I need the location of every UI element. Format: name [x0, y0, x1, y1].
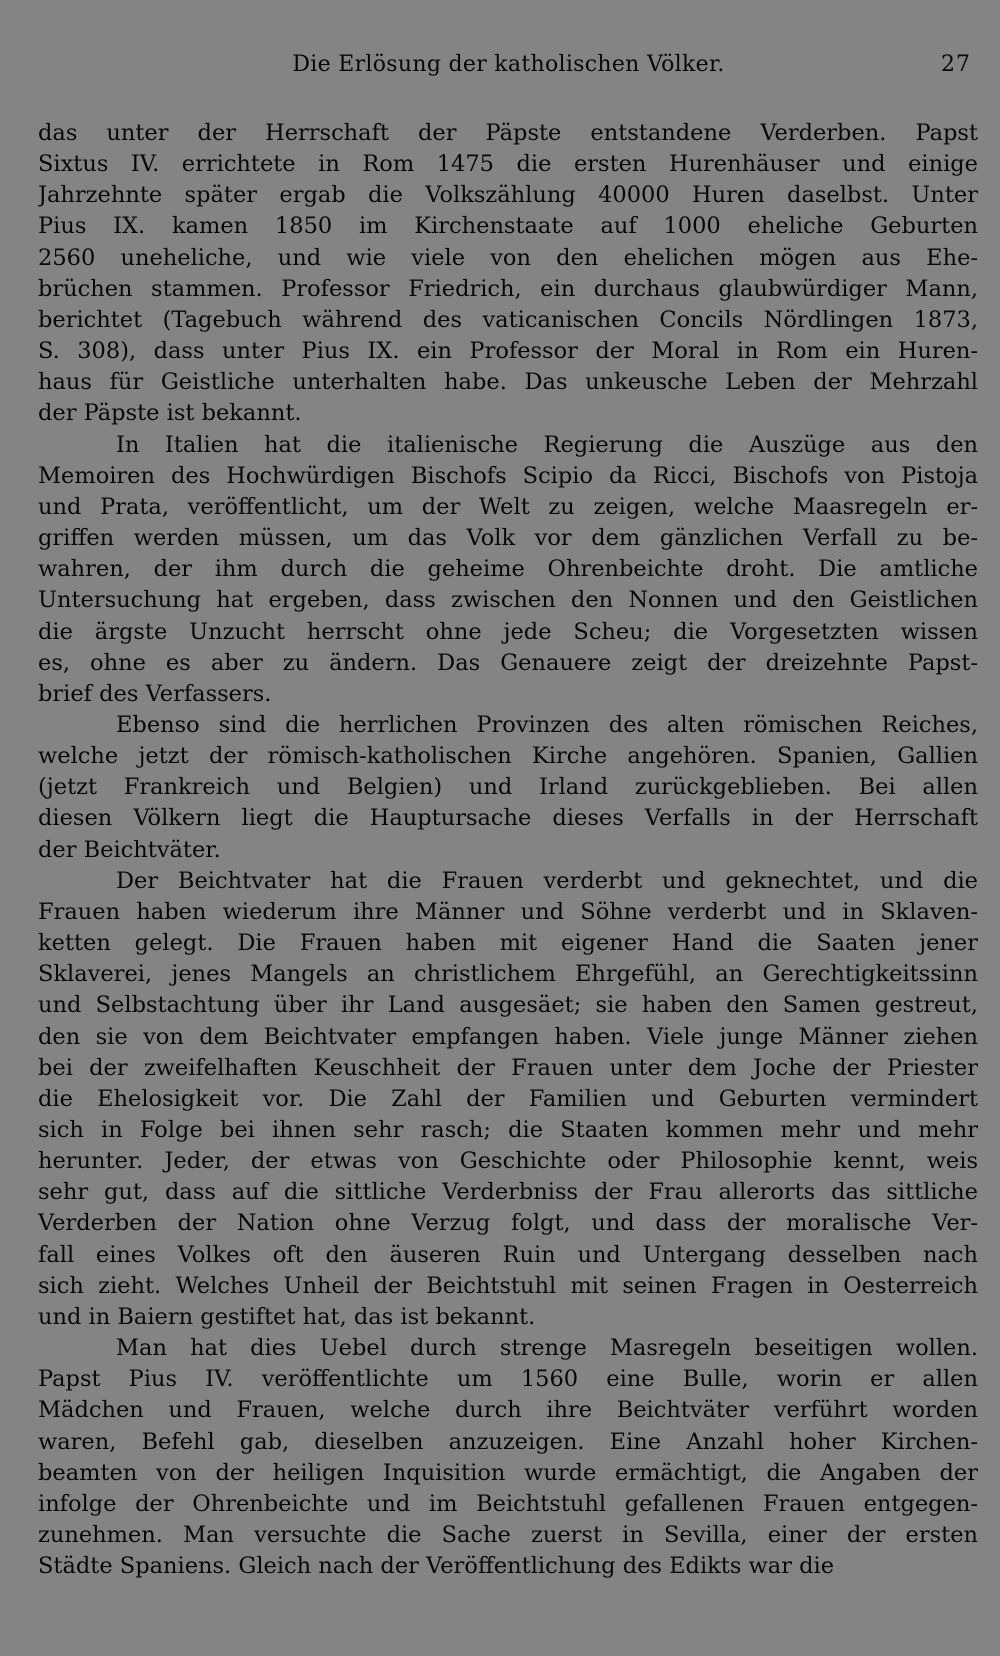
text-line: herunter. Jeder, der etwas von Geschichte oder Philosophie kennt, weis [38, 1148, 978, 1175]
text-line: Verderben der Nation ohne Verzug folgt, und dass der moralische Ver- [38, 1210, 978, 1237]
text-line: der Beichtväter. [38, 836, 221, 863]
page-header [40, 52, 977, 86]
running-title: Die Erlösung der katholischen Völker. [292, 52, 725, 77]
text-line: Memoiren des Hochwürdigen Bischofs Scipio da Ricci, Bischofs von Pistoja [38, 462, 978, 489]
paragraph [38, 1333, 978, 1582]
text-line: brief des Verfassers. [38, 680, 272, 707]
paragraph [38, 710, 978, 866]
text-line: fall eines Volkes oft den äuseren Ruin und Untergang desselben nach [38, 1241, 978, 1268]
text-line: S. 308), dass unter Pius IX. ein Professor der Moral in Rom ein Huren- [38, 338, 978, 365]
text-line: sich zieht. Welches Unheil der Beichtstuhl mit seinen Fragen in Oesterreich [38, 1272, 978, 1299]
text-line: sich in Folge bei ihnen sehr rasch; die Staaten kommen mehr und mehr [38, 1117, 978, 1143]
text-line: Ebenso sind die herrlichen Provinzen des alten römischen Reiches, [116, 711, 978, 738]
text-line: und in Baiern gestiftet hat, das ist bekannt. [38, 1303, 536, 1330]
text-line: griffen werden müssen, um das Volk vor dem gänzlichen Verfall zu be- [38, 525, 978, 552]
text-line: und Prata, veröffentlicht, um der Welt zu zeigen, welche Maasregeln er- [38, 493, 978, 520]
text-line: brüchen stammen. Professor Friedrich, ein durchaus glaubwürdiger Mann, [38, 275, 978, 302]
text-line: die Ehelosigkeit vor. Die Zahl der Familien und Geburten vermindert [38, 1085, 978, 1112]
text-line: der Päpste ist bekannt. [38, 400, 302, 427]
text-line: Man hat dies Uebel durch strenge Masregeln beseitigen wollen. [116, 1335, 978, 1362]
text-line: waren, Befehl gab, dieselben anzuzeigen. Eine Anzahl hoher Kirchen- [38, 1428, 978, 1455]
text-line: Mädchen und Frauen, welche durch ihre Beichtväter verführt worden [38, 1397, 978, 1424]
text-line: Papst Pius IV. veröffentlichte um 1560 eine Bulle, worin er allen [38, 1366, 978, 1393]
text-line: Frauen haben wiederum ihre Männer und Söhne verderbt und in Sklaven- [38, 898, 978, 925]
text-line: Jahrzehnte später ergab die Volkszählung 40000 Huren daselbst. Unter [38, 182, 978, 209]
text-line: Sixtus IV. errichtete in Rom 1475 die ersten Hurenhäuser und einige [38, 151, 978, 178]
text-line: Sklaverei, jenes Mangels an christlichem Ehrgefühl, an Gerechtigkeitssinn [38, 961, 978, 988]
text-line: In Italien hat die italienische Regierung die Auszüge aus den [116, 431, 978, 458]
text-line: beamten von der heiligen Inquisition wurde ermächtigt, die Angaben der [38, 1459, 978, 1486]
text-line: (jetzt Frankreich und Belgien) und Irland zurückgeblieben. Bei allen [38, 774, 978, 801]
text-line: wahren, der ihm durch die geheime Ohrenbeichte droht. Die amtliche [38, 556, 978, 583]
text-line: es, ohne es aber zu ändern. Das Genauere zeigt der dreizehnte Papst- [38, 649, 978, 676]
text-line: Untersuchung hat ergeben, dass zwischen den Nonnen und den Geistlichen [38, 587, 978, 614]
text-line: den sie von dem Beichtvater empfangen haben. Viele junge Männer ziehen [38, 1023, 978, 1050]
text-line: zunehmen. Man versuchte die Sache zuerst in Sevilla, einer der ersten [38, 1522, 978, 1549]
paragraph [38, 866, 978, 1333]
text-line: die ärgste Unzucht herrscht ohne jede Scheu; die Vorgesetzten wissen [38, 618, 978, 645]
text-line: das unter der Herrschaft der Päpste entstandene Verderben. Papst [38, 120, 978, 146]
paragraph [38, 430, 978, 710]
text-line: welche jetzt der römisch-katholischen Kirche angehören. Spanien, Gallien [38, 743, 978, 770]
page-number: 27 [941, 52, 971, 77]
text-line: infolge der Ohrenbeichte und im Beichtstuhl gefallenen Frauen entgegen- [38, 1490, 978, 1517]
text-line: Pius IX. kamen 1850 im Kirchenstaate auf 1000 eheliche Geburten [38, 213, 978, 240]
text-line: Städte Spaniens. Gleich nach der Veröffentlichung des Edikts war die [38, 1553, 835, 1580]
text-line: diesen Völkern liegt die Hauptursache dieses Verfalls in der Herrschaft [38, 805, 978, 832]
text-line: und Selbstachtung über ihr Land ausgesäet; sie haben den Samen gestreut, [38, 992, 978, 1019]
paragraph [38, 118, 978, 430]
text-line: berichtet (Tagebuch während des vaticanischen Concils Nördlingen 1873, [38, 306, 978, 333]
text-line: haus für Geistliche unterhalten habe. Das unkeusche Leben der Mehrzahl [38, 369, 978, 396]
text-line: 2560 uneheliche, und wie viele von den ehelichen mögen aus Ehe- [38, 244, 978, 271]
text-line: Der Beichtvater hat die Frauen verderbt und geknechtet, und die [116, 867, 978, 894]
text-line: sehr gut, dass auf die sittliche Verderbniss der Frau allerorts das sittliche [38, 1179, 978, 1206]
text-line: ketten gelegt. Die Frauen haben mit eigener Hand die Saaten jener [38, 930, 978, 957]
page-body [38, 118, 978, 1582]
text-line: bei der zweifelhaften Keuschheit der Frauen unter dem Joche der Priester [38, 1054, 978, 1081]
